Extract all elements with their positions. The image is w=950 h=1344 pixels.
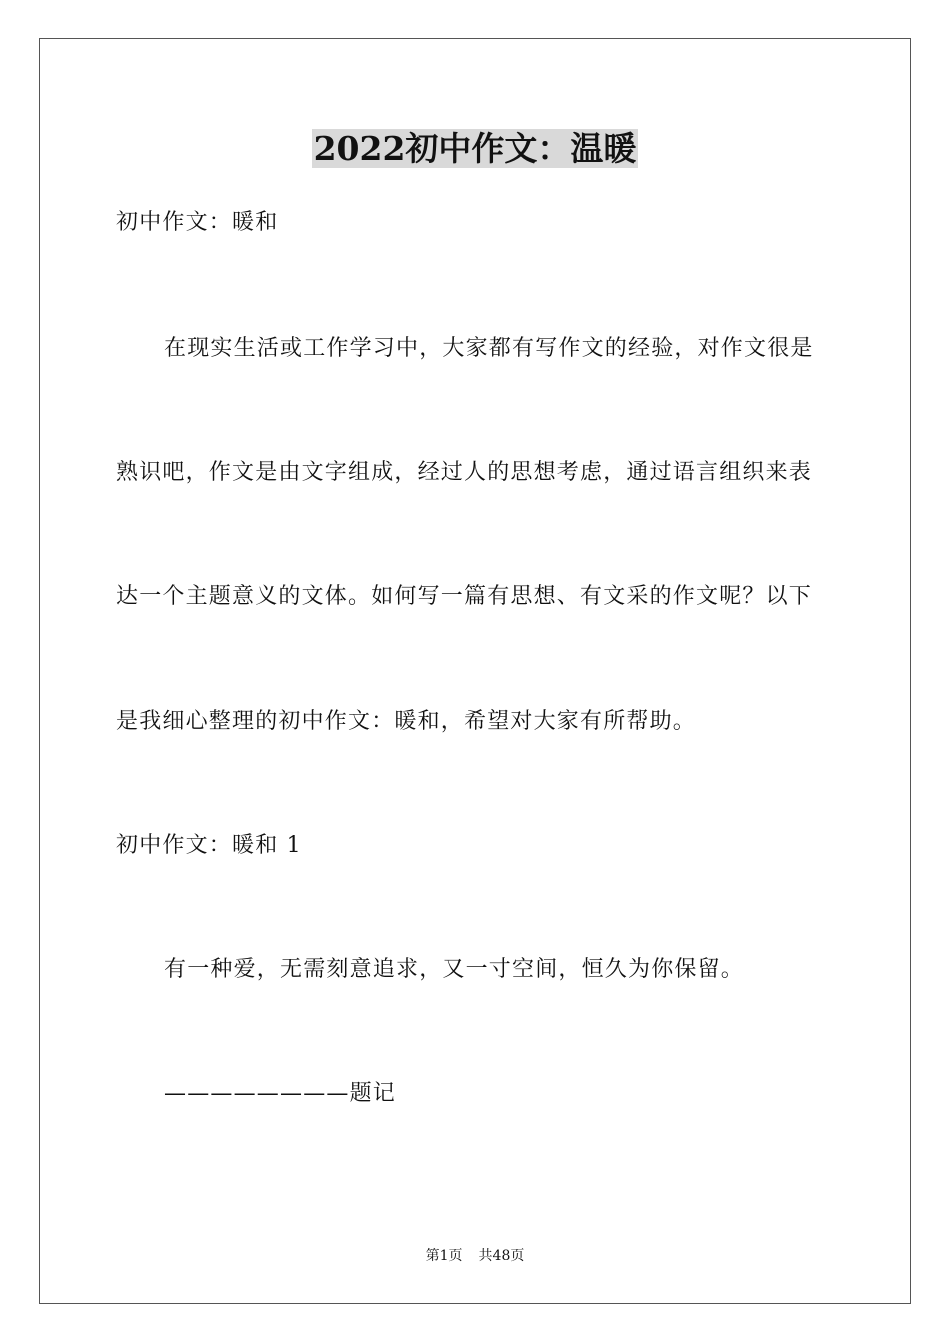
epigraph-attribution: ————————题记: [164, 1081, 397, 1106]
subheading: 初中作文：暖和: [116, 210, 279, 235]
section-heading: 初中作文：暖和 1: [116, 833, 302, 858]
document-title-text: 2022初中作文：温暖: [313, 129, 637, 168]
paragraph-line-2: 熟识吧，作文是由文字组成，经过人的思想考虑，通过语言组织来表: [116, 460, 813, 485]
document-title: [0, 128, 950, 170]
paragraph-line-1: 在现实生活或工作学习中，大家都有写作文的经验，对作文很是: [164, 336, 814, 361]
epigraph-line: 有一种爱，无需刻意追求，又一寸空间，恒久为你保留。: [164, 957, 745, 982]
page-number: 第1页: [425, 1248, 463, 1264]
page-total: 共48页: [478, 1248, 525, 1264]
page-footer: [0, 1246, 950, 1266]
paragraph-line-4: 是我细心整理的初中作文：暖和，希望对大家有所帮助。: [116, 709, 697, 734]
paragraph-line-3: 达一个主题意义的文体。如何写一篇有思想、有文采的作文呢？以下: [116, 584, 813, 609]
